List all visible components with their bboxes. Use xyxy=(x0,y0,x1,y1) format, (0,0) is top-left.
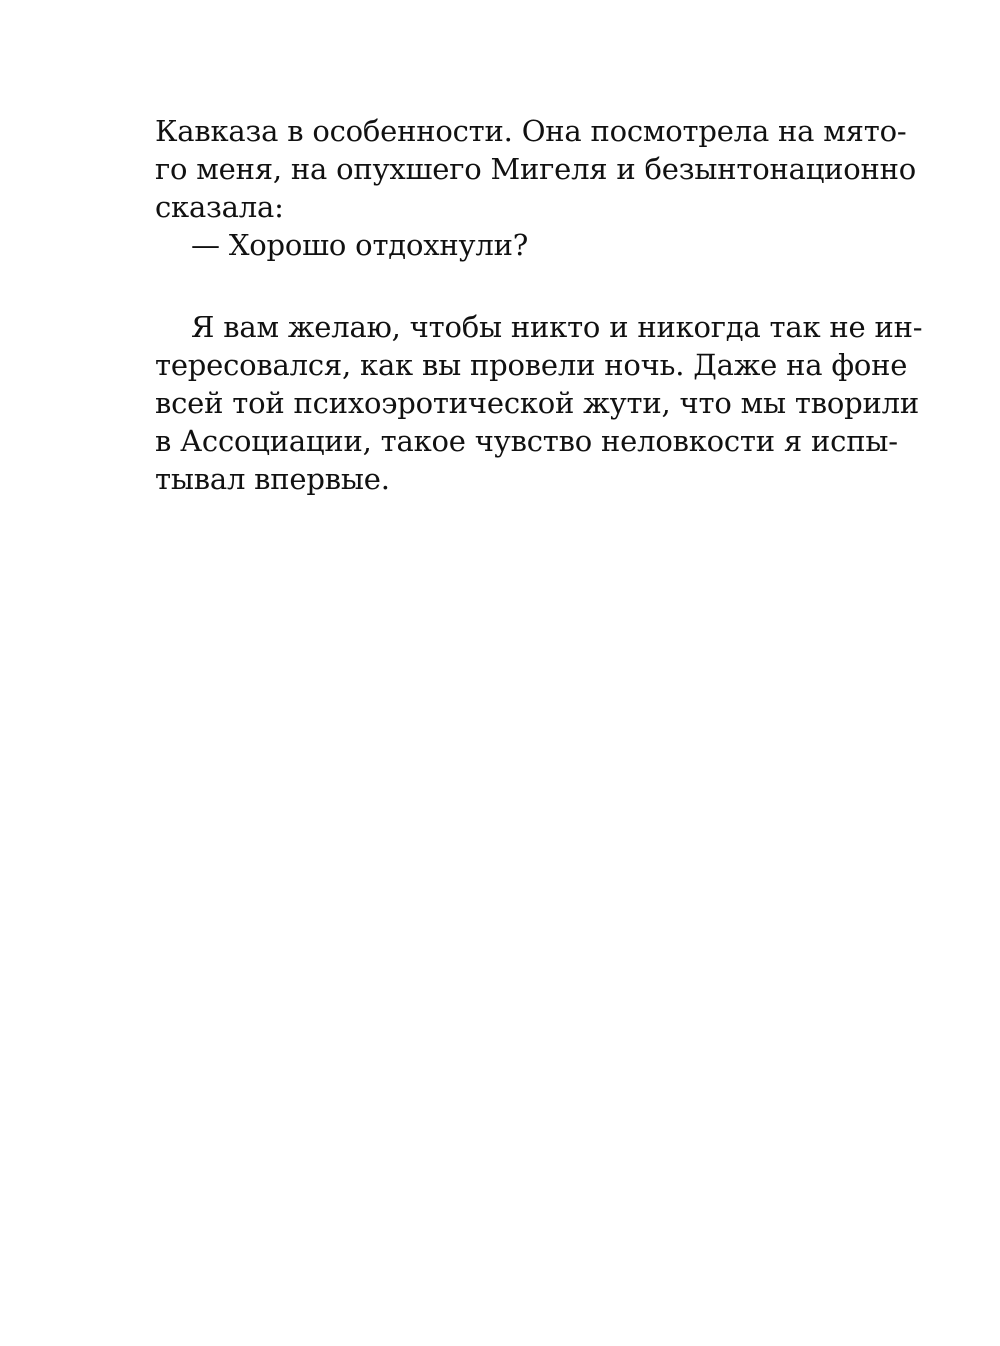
paragraph-continuation xyxy=(155,112,915,264)
text-line: тывал впервые. xyxy=(155,462,390,496)
text-line: сказала: xyxy=(155,190,284,224)
text-line: Кавказа в особенности. Она посмотрела на мято- xyxy=(155,114,907,148)
text-line: в Ассоциации, такое чувство неловкости я испы- xyxy=(155,424,898,458)
dialogue-line: — Хорошо отдохнули? xyxy=(191,228,529,262)
paragraph-second xyxy=(155,308,923,498)
text-line: го меня, на опухшего Мигеля и безынтонационно xyxy=(155,152,917,186)
text-line: всей той психоэротической жути, что мы творили xyxy=(155,386,919,420)
text-line: Я вам желаю, чтобы никто и никогда так не ин- xyxy=(191,310,923,344)
text-line: тересовался, как вы провели ночь. Даже на фоне xyxy=(155,348,908,382)
